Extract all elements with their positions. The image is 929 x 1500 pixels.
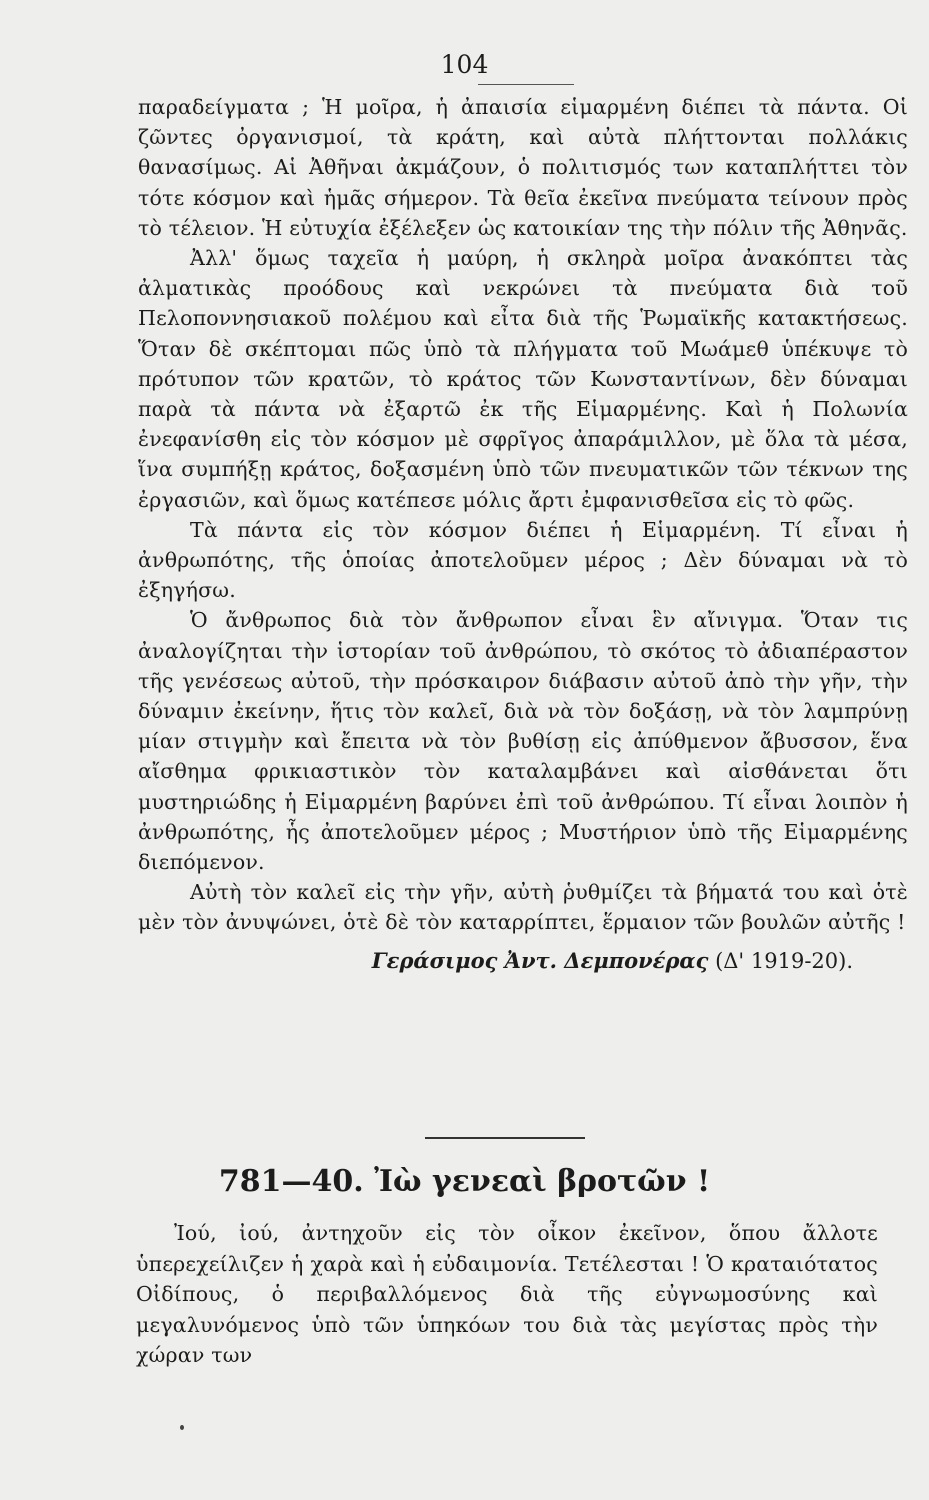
- paragraph: Αὐτὴ τὸν καλεῖ εἰς τὴν γῆν, αὐτὴ ῥυθμίζει τὰ βήματά του καὶ ὁτὲ μὲν τὸν ἀνυψώνει, ὁτὲ δὲ τὸν καταρρίπτει, ἕρμαιον τῶν βουλῶν αὐτῆς !: [138, 880, 908, 935]
- section-text: [136, 1218, 878, 1371]
- paragraph: Τὰ πάντα εἰς τὸν κόσμον διέπει ἡ Εἱμαρμένη. Τί εἶναι ἡ ἀνθρωπότης, τῆς ὁποίας ἀποτελοῦμεν μέρος ; Δὲν δύναμαι νὰ τὸ ἐξηγήσω.: [138, 517, 908, 603]
- paragraph: Ἰού, ἰού, ἀντηχοῦν εἰς τὸν οἶκον ἐκεῖνον, ὅπου ἄλλοτε ὑπερεχείλιζεν ἡ χαρὰ καὶ ἡ εὐδαιμονία. Τετέλεσται ! Ὁ κραταιότατος Οἰδίπους, ὁ περιβαλλόμενος διὰ τῆς εὐγνωμοσύνης καὶ μεγαλυνόμενος ὑπὸ τῶν ὑπηκόων του διὰ τὰς μεγίστας πρὸς τὴν χώραν των: [136, 1221, 878, 1367]
- section-divider: [425, 1137, 585, 1139]
- page-number-rule: [478, 84, 574, 85]
- page-number: 104: [440, 50, 489, 79]
- section-title: 781—40. Ἰὼ γενεαὶ βροτῶν !: [218, 1164, 711, 1199]
- body-text: [138, 92, 908, 976]
- signature-note: (Δ' 1919-20).: [715, 948, 853, 973]
- signature-name: Γεράσιμος Ἀντ. Δεμπονέρας: [371, 947, 709, 973]
- signature: [138, 946, 908, 976]
- paragraph: Ὁ ἄνθρωπος διὰ τὸν ἄνθρωπον εἶναι ἓν αἴνιγμα. Ὅταν τις ἀναλογίζηται τὴν ἱστορίαν τοῦ ἀνθρώπου, τὸ σκότος τὸ ἀδιαπέραστον τῆς γενέσεως αὐτοῦ, τὴν πρόσκαιρον διάβασιν αὐτοῦ ἀπὸ τὴν γῆν, τὴν δύναμιν ἐκείνην, ἥτις τὸν καλεῖ, διὰ νὰ τὸν δοξάσῃ, νὰ τὸν λαμπρύνῃ μίαν στιγμὴν καὶ ἔπειτα νὰ τὸν βυθίσῃ εἰς ἀπύθμενον ἄβυσσον, ἕνα αἴσθημα φρικιαστικὸν τὸν καταλαμβάνει καὶ αἰσθάνεται ὅτι μυστηριώδης ἡ Εἱμαρμένη βαρύνει ἐπὶ τοῦ ἀνθρώπου. Τί εἶναι λοιπὸν ἡ ἀνθρωπότης, ἧς ἀποτελοῦμεν μέρος ; Μυστήριον ὑπὸ τῆς Εἱμαρμένης διεπόμενον.: [138, 608, 908, 875]
- paragraph: παραδείγματα ; Ἡ μοῖρα, ἡ ἀπαισία εἱμαρμένη διέπει τὰ πάντα. Οἱ ζῶντες ὀργανισμοί, τὰ κράτη, καὶ αὐτὰ πλήττονται πολλάκις θανασίμως. Αἱ Ἀθῆναι ἀκμάζουν, ὁ πολιτισμός των καταπλήττει τὸν τότε κόσμον καὶ ἡμᾶς σήμερον. Τὰ θεῖα ἐκεῖνα πνεύματα τείνουν πρὸς τὸ τέλειον. Ἡ εὐτυχία ἐξέλεξεν ὡς κατοικίαν της τὴν πόλιν τῆς Ἀθηνᾶς.: [138, 95, 908, 240]
- ink-mark: [180, 1425, 184, 1430]
- paragraph: Ἀλλ' ὅμως ταχεῖα ἡ μαύρη, ἡ σκληρὰ μοῖρα ἀνακόπτει τὰς ἀλματικὰς προόδους καὶ νεκρώνει τὰ πνεύματα διὰ τοῦ Πελοποννησιακοῦ πολέμου καὶ εἶτα διὰ τῆς Ῥωμαϊκῆς κατακτήσεως. Ὅταν δὲ σκέπτομαι πῶς ὑπὸ τὰ πλήγματα τοῦ Μωάμεθ ὑπέκυψε τὸ πρότυπον τῶν κρατῶν, τὸ κράτος τῶν Κωνσταντίνων, δὲν δύναμαι παρὰ τὰ πάντα νὰ ἐξαρτῶ ἐκ τῆς Εἱμαρμένης. Καὶ ἡ Πολωνία ἐνεφανίσθη εἰς τὸν κόσμον μὲ σφρῖγος ἀπαράμιλλον, μὲ ὅλα τὰ μέσα, ἵνα συμπήξῃ κράτος, δοξασμένη ὑπὸ τῶν πνευματικῶν τῶν τέκνων της ἐργασιῶν, καὶ ὅμως κατέπεσε μόλις ἄρτι ἐμφανισθεῖσα εἰς τὸ φῶς.: [138, 246, 908, 512]
